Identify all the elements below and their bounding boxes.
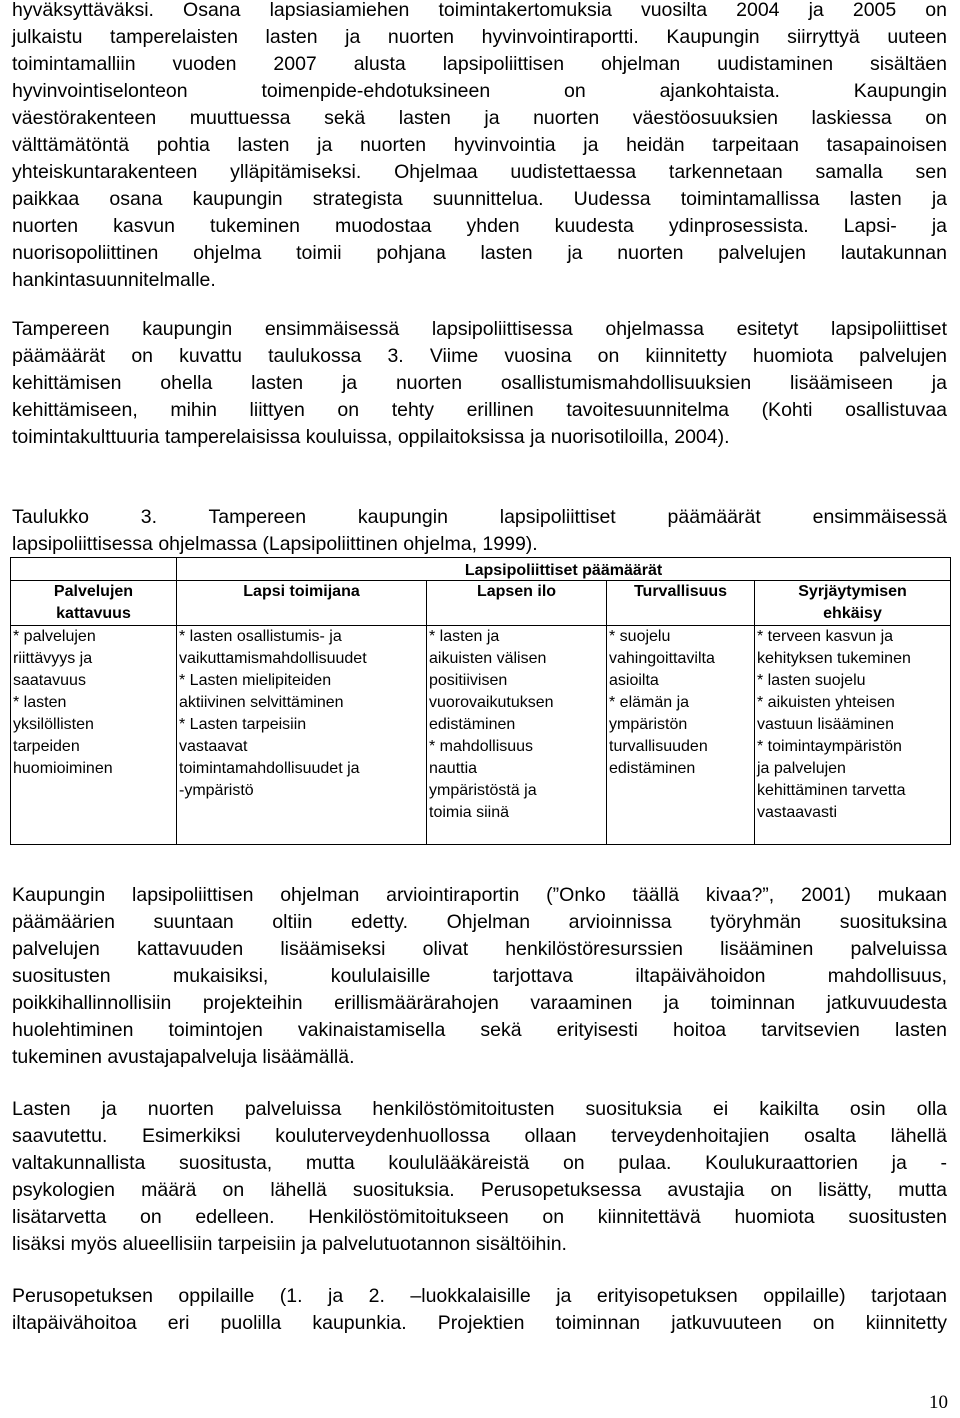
- cell-line: vaikuttamismahdollisuudet: [179, 650, 367, 667]
- column-header: [755, 581, 951, 626]
- column-header-line: ehkäisy: [823, 605, 882, 622]
- cell-line: * Lasten tarpeisiin: [179, 716, 307, 733]
- cell-line: toimia siinä: [429, 804, 510, 821]
- text-line: kehittämiseen, mihin liittyen on tehty erillinen tavoitesuunnitelma (Kohti osallistuvaa: [12, 399, 947, 421]
- text-line: iltapäivähoitoa eri puolilla kaupunkia. Projektien toiminnan jatkuvuuteen on kiinnitetty: [12, 1312, 947, 1334]
- column-header-line: Lapsen ilo: [476, 583, 557, 600]
- cell-line: yksilöllisten: [13, 716, 94, 733]
- staffing-paragraph: [12, 1096, 947, 1258]
- text-line: päämäärät on kuvattu taulukossa 3. Viime vuosina on kiinnitetty huomiota palvelujen: [12, 345, 947, 367]
- column-header: [177, 581, 427, 626]
- cell-line: riittävyys ja: [13, 650, 93, 667]
- cell-line: * palvelujen: [13, 628, 96, 645]
- intro-paragraph: [12, 0, 947, 294]
- table-blank-corner: [11, 558, 177, 581]
- cell-line: nauttia: [429, 760, 478, 777]
- cell-line: vastaavat: [179, 738, 248, 755]
- table-caption: [12, 504, 947, 558]
- cell-line: * Lasten mielipiteiden: [179, 672, 332, 689]
- cell-line: turvallisuuden: [609, 738, 708, 755]
- table-span-header: Lapsipoliittiset päämäärät: [177, 558, 951, 581]
- cell-line: aikuisten välisen: [429, 650, 547, 667]
- text-line: toimintakulttuuria tamperelaisissa kouluissa, oppilaitoksissa ja nuorisotiloilla, 2004).: [12, 426, 730, 448]
- text-line: Tampereen kaupungin ensimmäisessä lapsipoliittisessa ohjelmassa esitetyt lapsipoliittiset: [12, 318, 947, 340]
- table-cell: [427, 626, 607, 845]
- table-cell: [607, 626, 755, 845]
- column-header: [607, 581, 755, 626]
- column-header-line: Syrjäytymisen: [798, 583, 907, 600]
- cell-line: * lasten suojelu: [757, 672, 866, 689]
- column-header: [427, 581, 607, 626]
- cell-line: asioilta: [609, 672, 659, 689]
- policy-goals-table: [10, 557, 951, 845]
- cell-line: edistäminen: [609, 760, 696, 777]
- text-line: tukeminen avustajapalveluja lisäämällä.: [12, 1046, 355, 1068]
- cell-line: vastaavasti: [757, 804, 838, 821]
- text-line: Lasten ja nuorten palveluissa henkilöstömitoitusten suosituksia ei kaikilta osin olla: [12, 1098, 947, 1120]
- table-cell: [755, 626, 951, 845]
- cell-line: * mahdollisuus: [429, 738, 534, 755]
- text-line: hankintasuunnitelmalle.: [12, 269, 216, 291]
- text-line: välttämätöntä pohtia lasten ja nuorten hyvinvointia ja heidän tarpeitaan tasapainoisen: [12, 134, 947, 156]
- text-line: kehittämisen ohella lasten ja nuorten osallistumismahdollisuuksien lisäämiseen ja: [12, 372, 947, 394]
- cell-line: huomioiminen: [13, 760, 113, 777]
- text-line: Perusopetuksen oppilaille (1. ja 2. –luokkalaisille ja erityisopetuksen oppilaille) tarjotaan: [12, 1285, 947, 1307]
- cell-line: ympäristön: [609, 716, 688, 733]
- cell-line: aktiivinen selvittäminen: [179, 694, 344, 711]
- text-line: paikkaa osana kaupungin strategista suunnittelua. Uudessa toimintamallissa lasten ja: [12, 188, 947, 210]
- cell-line: kehityksen tukeminen: [757, 650, 911, 667]
- text-line: toimintamalliin vuoden 2007 alusta lapsipoliittisen ohjelman uudistaminen sisältäen: [12, 53, 947, 75]
- text-line: lisäksi myös alueellisiin tarpeisiin ja palvelutuotannon sisältöihin.: [12, 1233, 567, 1255]
- text-line: nuorten kasvun tukeminen muodostaa yhden kuudesta ydinprosessista. Lapsi- ja: [12, 215, 947, 237]
- cell-line: * toimintaympäristön: [757, 738, 902, 755]
- text-line: hyvinvointiselonteon toimenpide-ehdotuksineen on ajankohtaista. Kaupungin: [12, 80, 947, 102]
- table-cell: [177, 626, 427, 845]
- cell-line: vahingoittavilta: [609, 650, 715, 667]
- cell-line: * aikuisten yhteisen: [757, 694, 895, 711]
- text-line: väestörakenteen muuttuessa sekä lasten ja nuorten väestöosuuksien laskiessa on: [12, 107, 947, 129]
- caption-line: lapsipoliittisessa ohjelmassa (Lapsipoliittinen ohjelma, 1999).: [12, 533, 538, 555]
- evaluation-paragraph: [12, 882, 947, 1071]
- cell-line: vuorovaikutuksen: [429, 694, 554, 711]
- cell-line: positiivisen: [429, 672, 508, 689]
- text-line: palvelujen kattavuuden lisäämiseksi olivat henkilöstöresurssien lisääminen palveluissa: [12, 938, 947, 960]
- column-header-line: Turvallisuus: [633, 583, 728, 600]
- text-line: päämäärien suuntaan oltiin edetty. Ohjelman arvioinnissa työryhmän suosituksina: [12, 911, 947, 933]
- cell-line: * elämän ja: [609, 694, 690, 711]
- cell-line: * lasten osallistumis- ja: [179, 628, 342, 645]
- cell-line: edistäminen: [429, 716, 516, 733]
- cell-line: tarpeiden: [13, 738, 80, 755]
- cell-line: toimintamahdollisuudet ja: [179, 760, 360, 777]
- cell-line: saatavuus: [13, 672, 86, 689]
- table-cell: [11, 626, 177, 845]
- caption-line: Taulukko 3. Tampereen kaupungin lapsipoliittiset päämäärät ensimmäisessä: [12, 506, 947, 528]
- column-header-line: Palvelujen: [53, 583, 134, 600]
- cell-line: ympäristöstä ja: [429, 782, 537, 799]
- text-line: julkaistu tamperelaisten lasten ja nuorten hyvinvointiraportti. Kaupungin siirryttyä uuteen: [12, 26, 947, 48]
- page-number: 10: [929, 1392, 948, 1413]
- text-line: nuorisopoliittinen ohjelma toimii pohjana lasten ja nuorten palvelujen lautakunnan: [12, 242, 947, 264]
- text-line: suositusten mukaisiksi, koululaisille tarjottava iltapäivähoidon mahdollisuus,: [12, 965, 947, 987]
- cell-line: vastuun lisääminen: [757, 716, 894, 733]
- column-header-line: kattavuus: [56, 605, 131, 622]
- text-line: valtakunnallista suositusta, mutta koululääkäreistä on pulaa. Koulukuraattorien ja -: [12, 1152, 947, 1174]
- text-line: saavutettu. Esimerkiksi kouluterveydenhuollossa ollaan terveydenhoitajien osalta lähellä: [12, 1125, 947, 1147]
- goals-paragraph: [12, 316, 947, 451]
- column-header: [11, 581, 177, 626]
- cell-line: * lasten ja: [429, 628, 500, 645]
- cell-line: ja palvelujen: [757, 760, 846, 777]
- text-line: yhteiskuntarakenteen ylläpitämiseksi. Ohjelmaa uudistettaessa tarkennetaan samalla sen: [12, 161, 947, 183]
- text-line: huolehtiminen toimintojen vakinaistamisella sekä erityisesti hoitoa tarvitsevien lasten: [12, 1019, 947, 1041]
- cell-line: * terveen kasvun ja: [757, 628, 894, 645]
- text-line: hyväksyttäväksi. Osana lapsiasiamiehen toimintakertomuksia vuosilta 2004 ja 2005 on: [12, 0, 947, 21]
- text-line: poikkihallinnollisiin projekteihin erillismäärärahojen varaaminen ja toiminnan jatkuvuudesta: [12, 992, 947, 1014]
- afternoon-care-paragraph: [12, 1283, 947, 1337]
- cell-line: * lasten: [13, 694, 67, 711]
- column-header-line: Lapsi toimijana: [243, 583, 360, 600]
- cell-line: * suojelu: [609, 628, 671, 645]
- cell-line: kehittäminen tarvetta: [757, 782, 906, 799]
- text-line: lisätarvetta on edelleen. Henkilöstömitoitukseen on kiinnitettävä huomiota suositusten: [12, 1206, 947, 1228]
- text-line: psykologien määrä on lähellä suosituksia. Perusopetuksessa avustajia on lisätty, mutta: [12, 1179, 947, 1201]
- text-line: Kaupungin lapsipoliittisen ohjelman arviointiraportin (”Onko täällä kivaa?”, 2001) mukaan: [12, 884, 947, 906]
- cell-line: -ympäristö: [179, 782, 254, 799]
